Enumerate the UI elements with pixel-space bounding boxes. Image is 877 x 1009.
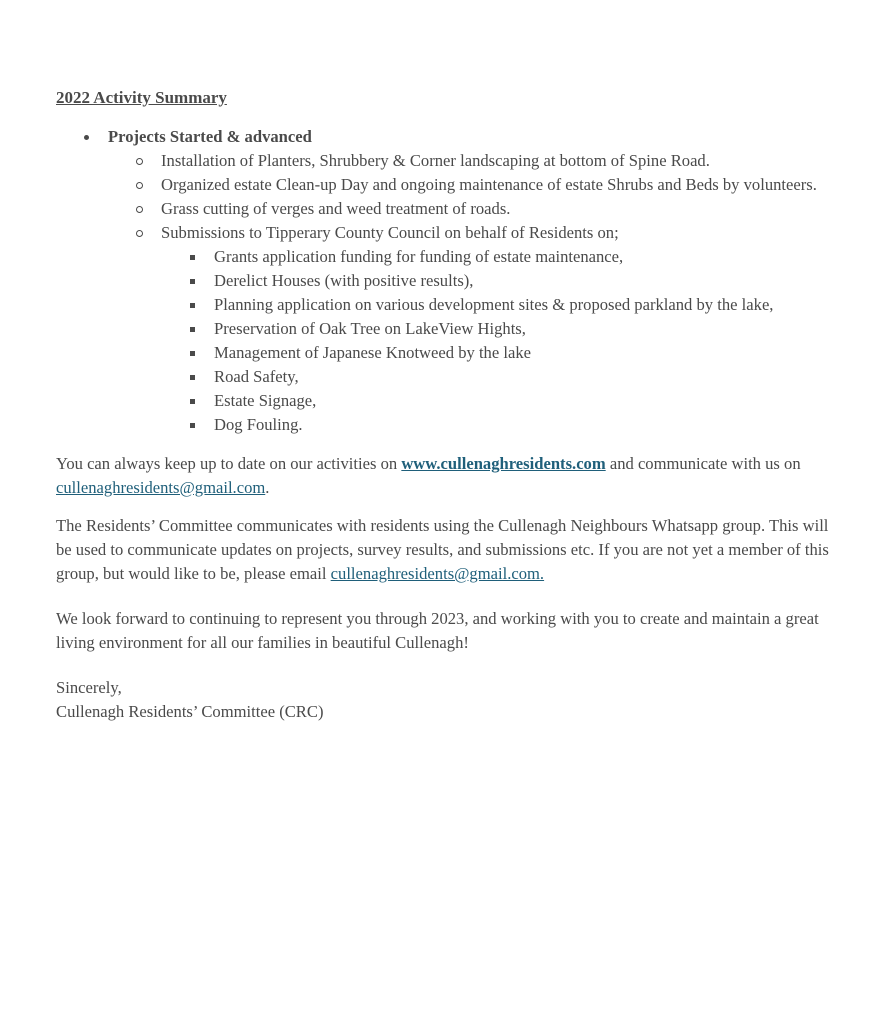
email-link-whatsapp[interactable]: cullenaghresidents@gmail.com. [330, 564, 545, 583]
project-item-text: Installation of Planters, Shrubbery & Corner landscaping at bottom of Spine Road. [161, 151, 710, 170]
list-item [108, 221, 846, 437]
list-item [161, 413, 846, 437]
whatsapp-paragraph [56, 514, 846, 586]
list-item [161, 389, 846, 413]
outro-paragraph: We look forward to continuing to represent you through 2023, and working with you to create and maintain a great living environment for all our families in beautiful Cullenagh! [56, 609, 819, 652]
square-bullet-icon [190, 255, 195, 260]
website-text-prefix: You can always keep up to date on our activities on [56, 454, 402, 473]
list-item [161, 317, 846, 341]
list-item [161, 341, 846, 365]
square-bullet-icon [190, 375, 195, 380]
list-item [108, 173, 846, 197]
square-bullet-icon [190, 423, 195, 428]
square-bullet-icon [190, 279, 195, 284]
list-item [108, 149, 846, 173]
list-item [161, 365, 846, 389]
project-item-text: Grass cutting of verges and weed treatment of roads. [161, 199, 511, 218]
submissions-sublist [161, 245, 846, 437]
submission-item-text: Dog Fouling. [214, 415, 303, 434]
website-text-suffix: . [265, 478, 270, 497]
submission-item-text: Road Safety, [214, 367, 299, 386]
list-item [161, 245, 846, 269]
project-item-text: Submissions to Tipperary County Council on behalf of Residents on; [161, 223, 619, 242]
website-text-middle: and communicate with us on [605, 454, 801, 473]
salutation: Sincerely, [56, 678, 122, 697]
list-item [108, 197, 846, 221]
submission-item-text: Estate Signage, [214, 391, 317, 410]
square-bullet-icon [190, 327, 195, 332]
project-item-text: Organized estate Clean-up Day and ongoing maintenance of estate Shrubs and Beds by volunteers. [161, 175, 817, 194]
submission-item-text: Grants application funding for funding of estate maintenance, [214, 247, 624, 266]
email-link[interactable]: cullenaghresidents@gmail.com [56, 478, 266, 497]
disc-bullet-icon [84, 135, 89, 140]
projects-label: Projects Started & advanced [108, 127, 312, 146]
square-bullet-icon [190, 351, 195, 356]
submission-item-text: Preservation of Oak Tree on LakeView Hights, [214, 319, 526, 338]
submission-item-text: Derelict Houses (with positive results), [214, 271, 474, 290]
activity-list [56, 125, 846, 437]
closing-block [56, 676, 846, 724]
projects-sublist [108, 149, 846, 437]
whatsapp-text: The Residents’ Committee communicates with residents using the Cullenagh Neighbours Whatsapp group. This will be used to communicate updates on projects, survey results, and submissions etc. If you are not yet a member of this group, but would like to be, please email [56, 516, 829, 583]
submission-item-text: Management of Japanese Knotweed by the lake [214, 343, 532, 362]
document-page [56, 86, 846, 724]
page-title: 2022 Activity Summary [56, 88, 227, 107]
submission-item-text: Planning application on various development sites & proposed parkland by the lake, [214, 295, 774, 314]
circle-bullet-icon [136, 182, 143, 189]
list-item [161, 269, 846, 293]
website-paragraph [56, 452, 846, 500]
list-item-projects [56, 125, 846, 437]
signature: Cullenagh Residents’ Committee (CRC) [56, 702, 324, 721]
website-link[interactable]: www.cullenaghresidents.com [401, 454, 606, 473]
list-item [161, 293, 846, 317]
circle-bullet-icon [136, 206, 143, 213]
square-bullet-icon [190, 399, 195, 404]
square-bullet-icon [190, 303, 195, 308]
circle-bullet-icon [136, 230, 143, 237]
circle-bullet-icon [136, 158, 143, 165]
